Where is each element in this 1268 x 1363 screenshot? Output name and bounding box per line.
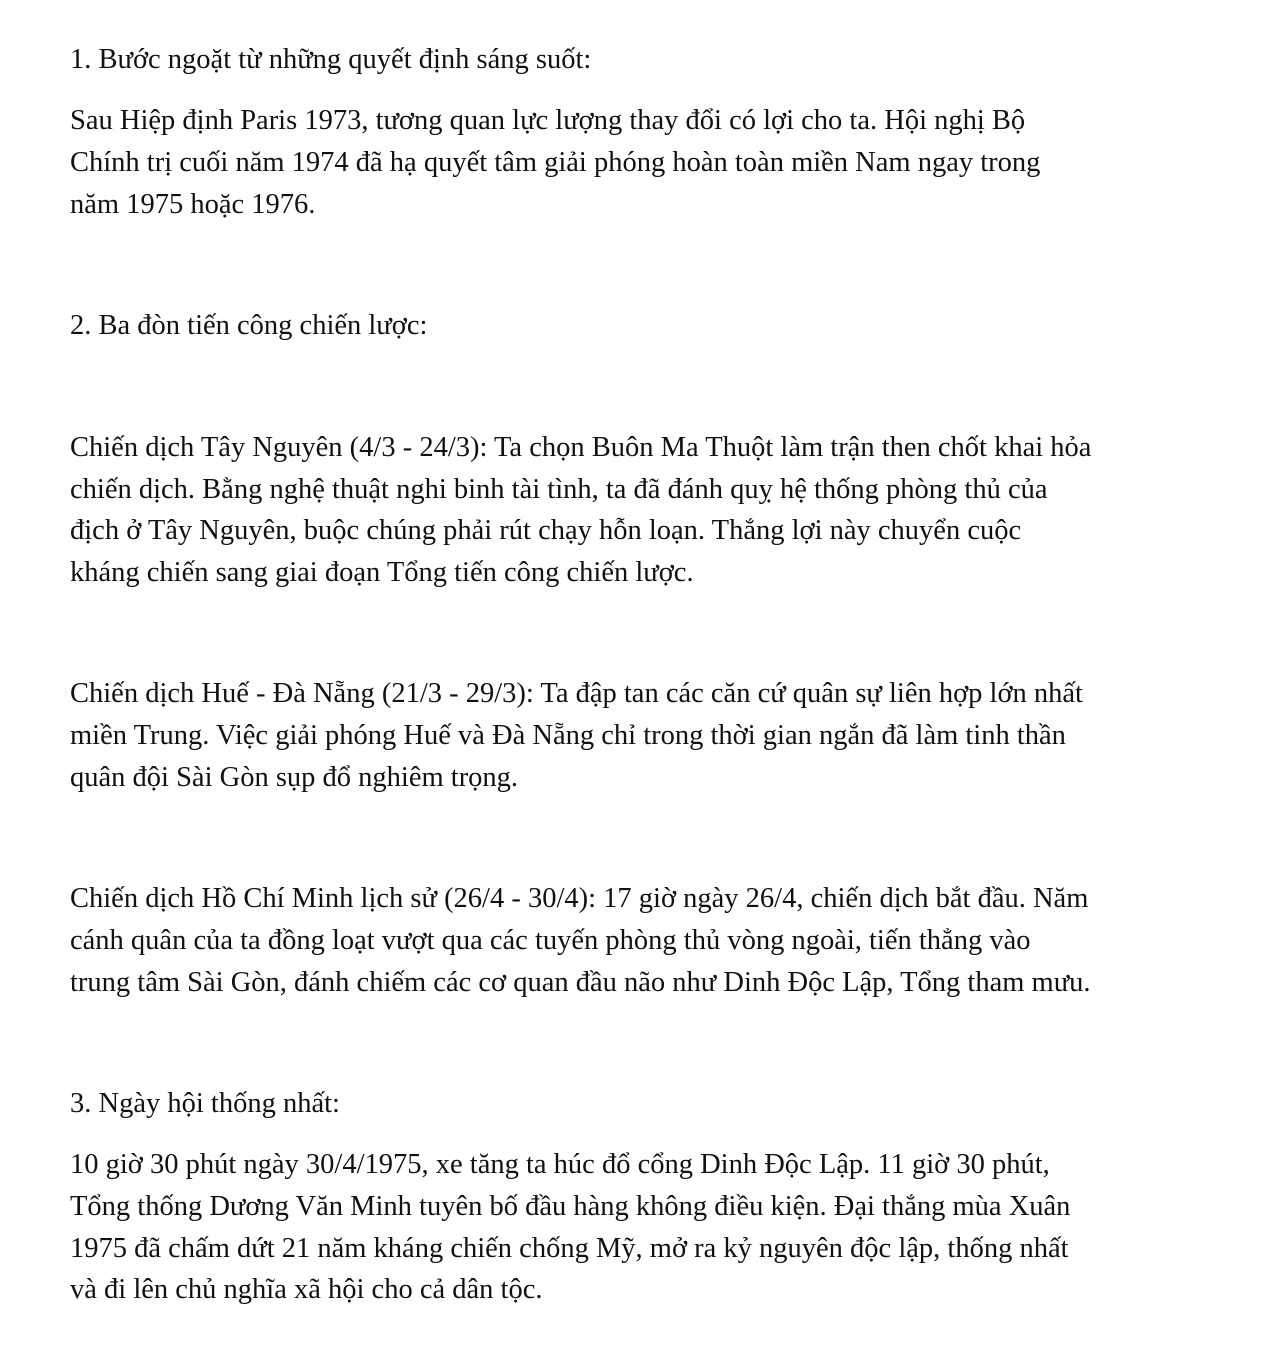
campaign-tay-nguyen-line: kháng chiến sang giai đoạn Tổng tiến công chiến lược.: [70, 557, 694, 588]
campaign-tay-nguyen-line: chiến dịch. Bằng nghệ thuật nghi binh tài tình, ta đã đánh quỵ hệ thống phòng thủ của: [70, 474, 1048, 505]
campaign-hue-da-nang-line: Chiến dịch Huế - Đà Nẵng (21/3 - 29/3): Ta đập tan các căn cứ quân sự liên hợp lớn nhất: [70, 678, 1083, 709]
section-3-paragraph-line: và đi lên chủ nghĩa xã hội cho cả dân tộc.: [70, 1274, 543, 1305]
campaign-ho-chi-minh-line: trung tâm Sài Gòn, đánh chiếm các cơ quan đầu não như Dinh Độc Lập, Tổng tham mưu.: [70, 967, 1091, 998]
section-1-paragraph-line: năm 1975 hoặc 1976.: [70, 189, 316, 220]
campaign-ho-chi-minh-line: cánh quân của ta đồng loạt vượt qua các tuyến phòng thủ vòng ngoài, tiến thẳng vào: [70, 925, 1031, 956]
campaign-hue-da-nang-line: miền Trung. Việc giải phóng Huế và Đà Nẵng chỉ trong thời gian ngắn đã làm tinh thần: [70, 720, 1066, 751]
section-3-paragraph-line: 10 giờ 30 phút ngày 30/4/1975, xe tăng ta húc đổ cổng Dinh Độc Lập. 11 giờ 30 phút,: [70, 1149, 1050, 1180]
section-1-paragraph-line: Sau Hiệp định Paris 1973, tương quan lực lượng thay đổi có lợi cho ta. Hội nghị Bộ: [70, 105, 1026, 136]
section-3-paragraph-line: 1975 đã chấm dứt 21 năm kháng chiến chống Mỹ, mở ra kỷ nguyên độc lập, thống nhất: [70, 1233, 1069, 1264]
campaign-tay-nguyen-line: Chiến dịch Tây Nguyên (4/3 - 24/3): Ta chọn Buôn Ma Thuột làm trận then chốt khai hỏa: [70, 432, 1092, 463]
campaign-hue-da-nang-line: quân đội Sài Gòn sụp đổ nghiêm trọng.: [70, 762, 519, 793]
section-3-paragraph-line: Tổng thống Dương Văn Minh tuyên bố đầu hàng không điều kiện. Đại thắng mùa Xuân: [70, 1191, 1071, 1222]
section-1-heading: 1. Bước ngoặt từ những quyết định sáng suốt:: [70, 44, 592, 75]
campaign-tay-nguyen-line: địch ở Tây Nguyên, buộc chúng phải rút chạy hỗn loạn. Thắng lợi này chuyển cuộc: [70, 515, 1022, 546]
campaign-ho-chi-minh-line: Chiến dịch Hồ Chí Minh lịch sử (26/4 - 30/4): 17 giờ ngày 26/4, chiến dịch bắt đầu. Năm: [70, 883, 1089, 914]
section-2-heading: 2. Ba đòn tiến công chiến lược:: [70, 310, 428, 341]
section-1-paragraph-line: Chính trị cuối năm 1974 đã hạ quyết tâm giải phóng hoàn toàn miền Nam ngay trong: [70, 147, 1041, 178]
section-3-heading: 3. Ngày hội thống nhất:: [70, 1088, 340, 1119]
